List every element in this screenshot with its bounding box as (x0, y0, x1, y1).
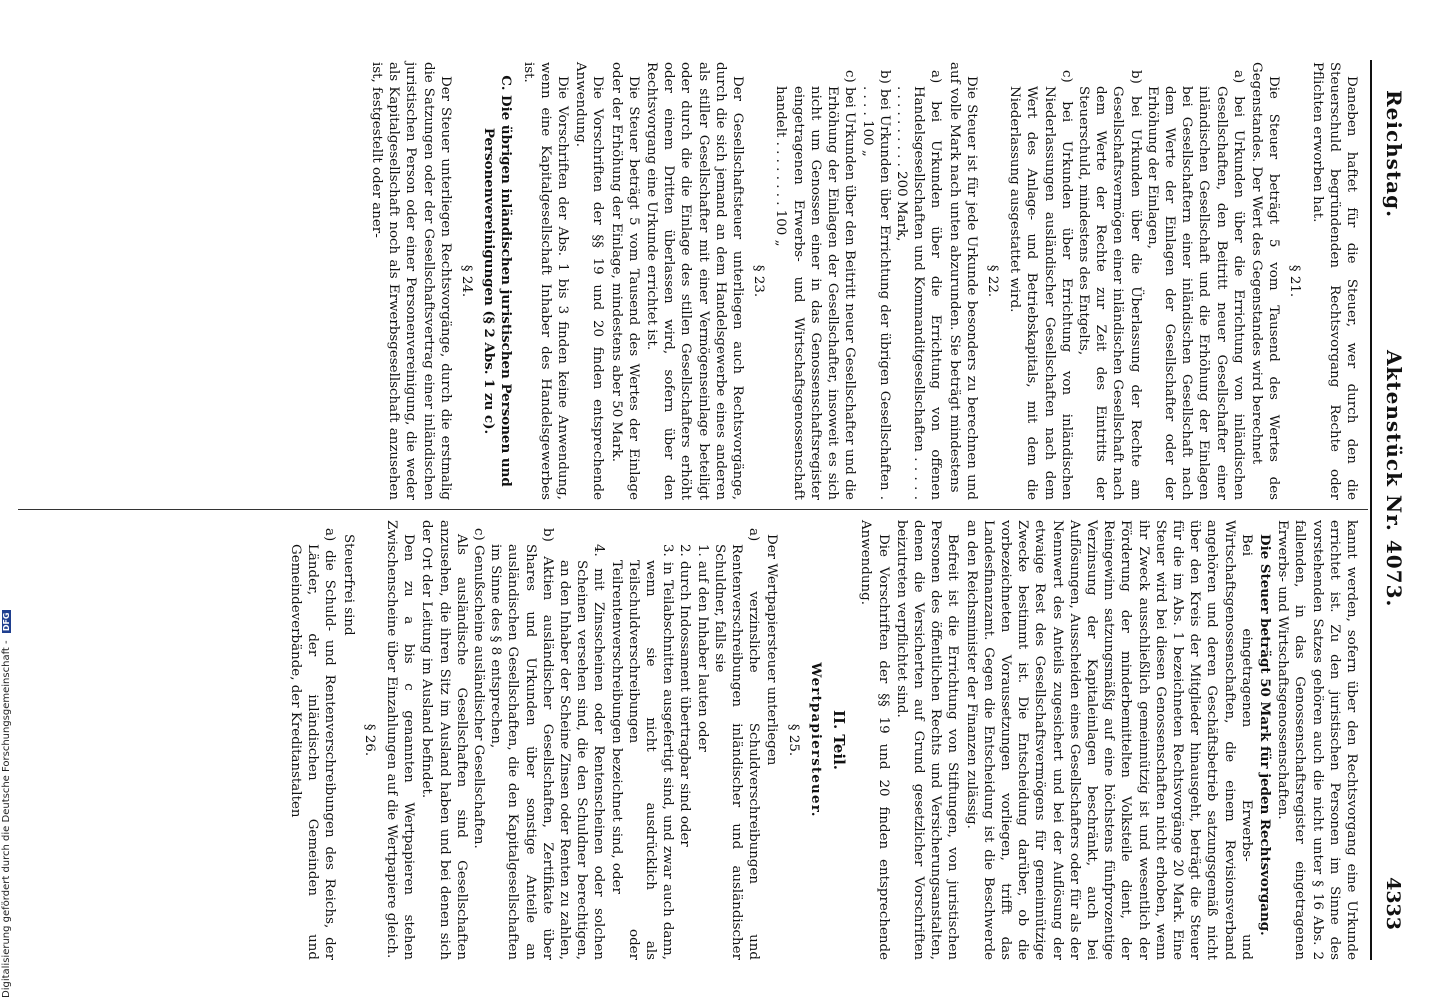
section-heading: § 23. (751, 264, 767, 298)
digitization-note (1, 8, 15, 998)
paragraph: Befreit ist die Errichtung von Stiftungen, von juristischen Personen des öffentlichen Rechts und Versicherungsanstalten, denen die Versicherten auf Grund gesetzlicher Vorschriften beizutreten verpflichtet sind. (893, 520, 961, 960)
paragraph: Die Steuer ist für jede Urkunde besonders zu berechnen und auf volle Mark nach unten abzurunden. Sie beträgt mindestens (946, 62, 979, 500)
paragraph: Der Wertpapiersteuer unterliegen (764, 534, 780, 766)
item-text: b) bei Urkunden über Errichtung der übrigen Gesellschaften . . . . . (859, 70, 892, 500)
list-item (858, 62, 892, 500)
list-item: a) verzinsliche Schuldverschreibungen und Rentenverschreibungen inländischer und ausländischer Schuldner, falls sie (711, 528, 762, 960)
list-item: c) bei Urkunden über Errichtung von inländischen Niederlassungen ausländischer Gesellschaften nach dem Wert des Anlage- und Betriebskapitals, mit dem die Niederlassung ausgestattet wird. (1007, 70, 1074, 500)
part-title: II. Teil. (830, 709, 849, 771)
section-heading: § 26. (361, 723, 377, 757)
section-heading: § 22. (984, 264, 1000, 298)
list-subitem: 2. durch Indossament übertragbar sind oder (677, 544, 693, 847)
list-subitem: 1. auf den Inhaber lauten oder (694, 544, 710, 752)
list-item: a) die Schuld- und Rentenverschreibungen des Reichs, der Länder, der inländischen Gemeinden und Gemeindeverbände, der Kreditanstalten (288, 528, 338, 960)
paragraph: Die Steuer beträgt 5 vom Tausend des Wertes des Gegenstandes. Der Wert des Gegenstandes wird berechnet (1248, 62, 1282, 500)
list-item (772, 62, 858, 500)
list-subitem: 3. in Teilabschnitten ausgefertigt sind, und zwar auch dann, wenn sie nicht ausdrücklich als Teilschuldverschreibungen oder Teilrentenverschreibungen bezeichnet sind, oder (608, 544, 676, 960)
paragraph: Die Steuer beträgt 50 Mark für jeden Rechtsvorgang. (1256, 534, 1273, 936)
paragraph: Der Gesellschaftsteuer unterliegen auch Rechtsvorgänge, durch die sich jemand an dem Handelsgewerbe eines anderen als stiller Gesellschafter mit einer Vermögenseinlage beteiligt oder durch die die Einlage des stillen Gesellschafters erhöht oder einem Dritten überlassen wird, sofern über den Rechtsvorgang eine Urkunde errichtet ist. (644, 62, 746, 500)
item-text: c) bei Urkunden über den Beitritt neuer Gesellschafter und die Erhöhung der Einlagen der Gesellschafter, insoweit es sich nicht um Genossen einer in das Genossenschaftsregister eingetragenen Erwerbs- und Wirtschaftsgenossenschaft handelt . . . . . . . . (773, 70, 858, 500)
list-item: a) bei Urkunden über die Errichtung von inländischen Gesellschaften, den Beitritt neuer Gesellschafter einer inländischen Gesellschaft und die Erhöhung der Einlagen bei Gesellschaftern einer inländischen Gesellschaft nach dem Werte der Einlagen der Gesellschafter oder der Erhöhung der Einlagen, (1144, 70, 1246, 500)
paragraph: Daneben haftet für die Steuer, wer durch den die Steuerschuld begründenden Rechtsvorgang Rechte oder Pflichten erworben hat. (1309, 62, 1359, 500)
part-heading: C. Die übrigen inländischen juristischen Personen und Personenvereinigungen (§ 2 Abs. 1 zu c). (481, 75, 515, 487)
amount: 100 „ (773, 209, 789, 247)
paragraph: kannt werden, sofern über den Rechtsvorgang eine Urkunde errichtet ist. Zu den juristischen Personen im Sinne des vorstehenden Satzes gehören auch die nicht unter § 16 Abs. 2 fallenden, in das Genossenschaftsregister eingetragenen Erwerbs- und Wirtschaftsgenossenschaften. (1275, 520, 1359, 960)
paragraph: Die Vorschriften der §§ 19 und 20 finden entsprechende Anwendung. (858, 520, 891, 960)
list-item (893, 62, 945, 500)
paragraph: Bei eingetragenen Erwerbs- und Wirtschaftsgenossenschaften, die einem Revisionsverband angehören und deren Geschäftsbetrieb satzungsgemäß nicht über den Kreis der Mitglieder hinausgeht, beträgt die Steuer für die im Abs. 1 bezeichneten Rechtsvorgänge 20 Mark. Eine Steuer wird bei diesen Genossenschaften nicht erhoben, wenn ihr Zweck ausschließlich gemeinnützig ist und wesentlich der Förderung der minderbemittelten Volksteile dient, der Reingewinn satzungsmäßig auf eine höchstens fünfprozentige Verzinsung der Kapitaleinlagen beschränkt, auch bei Auflösungen, Ausscheiden eines Gesellschafters oder für als der Nennwert des Anteils zugesichert und bei der Auflösung der etwaige Rest des Gesellschaftsvermögens für gemeinnützige Zwecke bestimmt ist. Die Entscheidung darüber, ob die vorbezeichneten Voraussetzungen vorliegen, trifft das Landesfinanzamt. Gegen die Entscheidung ist die Beschwerde an den Reichsminister der Finanzen zulässig. (963, 520, 1254, 960)
page-number: 4333 (1382, 877, 1404, 930)
header-aktenstueck: Aktenstück Nr. 4073. (1382, 350, 1406, 608)
right-column (287, 520, 1360, 960)
paragraph: Die Steuer beträgt 5 vom Tausend des Wertes der Einlage oder der Erhöhung der Einlage, mindestens aber 50 Mark. (608, 62, 641, 500)
part-subtitle: Wertpapiersteuer. (807, 662, 824, 818)
item-text: a) bei Urkunden über die Errichtung von offenen Handelsgesellschaften und Kommanditgesellschaften . . . . . . . . . . . . . . . (893, 70, 944, 500)
section-heading: § 25. (785, 723, 801, 757)
column-divider (18, 509, 1368, 510)
paragraph: Der Steuer unterliegen Rechtsvorgänge, durch die erstmalig die Satzungen oder der Gesellschaftsvertrag einer inländischen juristischen Person oder einer Personenvereinigung, die weder als Kapitalgesellschaft noch als Erwerbsgesellschaft anzusehen ist, festgestellt oder aner- (369, 62, 453, 500)
header-reichstag: Reichstag. (1382, 90, 1406, 219)
amount: 100 „ (859, 120, 875, 157)
paragraph: Steuerfrei sind (340, 534, 356, 636)
left-column (367, 62, 1360, 500)
header-rule (1370, 60, 1372, 960)
page-header (1372, 0, 1412, 1000)
paragraph: Die Vorschriften der §§ 19 und 20 finden entsprechende Anwendung. (573, 62, 606, 500)
list-item: b) Aktien ausländischer Gesellschaften, Zertifikate über Shares und Urkunden über sonstige Anteile an ausländischen Gesellschaften, die den Kapitalgesellschaften im Sinne des § 8 entsprechen, (488, 528, 555, 960)
list-subitem: 4. mit Zinsscheinen oder Rentenscheinen oder solchen Scheinen versehen sind, die den Schuldner berechtigen, an den Inhaber der Scheine Zinsen oder Renten zu zahlen, (557, 544, 607, 960)
paragraph: Als ausländische Gesellschaften sind Gesellschaften anzusehen, die ihren Sitz im Ausland haben und bei denen sich der Ort der Leitung im Ausland befindet. (419, 520, 469, 960)
paragraph: Die Vorschriften der Abs. 1 bis 3 finden keine Anwendung, wenn eine Kapitalgesellschaft Inhaber des Handelsgewerbes ist. (520, 62, 571, 500)
paragraph: Den zu a bis c genannten Wertpapieren stehen Zwischenscheine über Einzahlungen auf die Wertpapiere gleich. (384, 520, 417, 960)
section-heading: § 21. (1287, 264, 1303, 298)
list-item: b) bei Urkunden über die Überlassung der Rechte am Gesellschaftsvermögen einer inländischen Gesellschaft nach dem Werte der Rechte zur Zeit des Eintritts der Steuerschuld, mindestens des Entgelts, (1075, 70, 1143, 500)
section-heading: § 24. (459, 264, 475, 298)
list-item: c) Genußscheine ausländischer Gesellschaften. (471, 528, 487, 849)
digitization-note-text: Digitalisierung gefördert durch die Deutsche Forschungsgemeinschaft - (1, 640, 12, 998)
dfg-logo-icon: DFG (2, 612, 11, 632)
amount: 200 Mark, (893, 171, 909, 242)
